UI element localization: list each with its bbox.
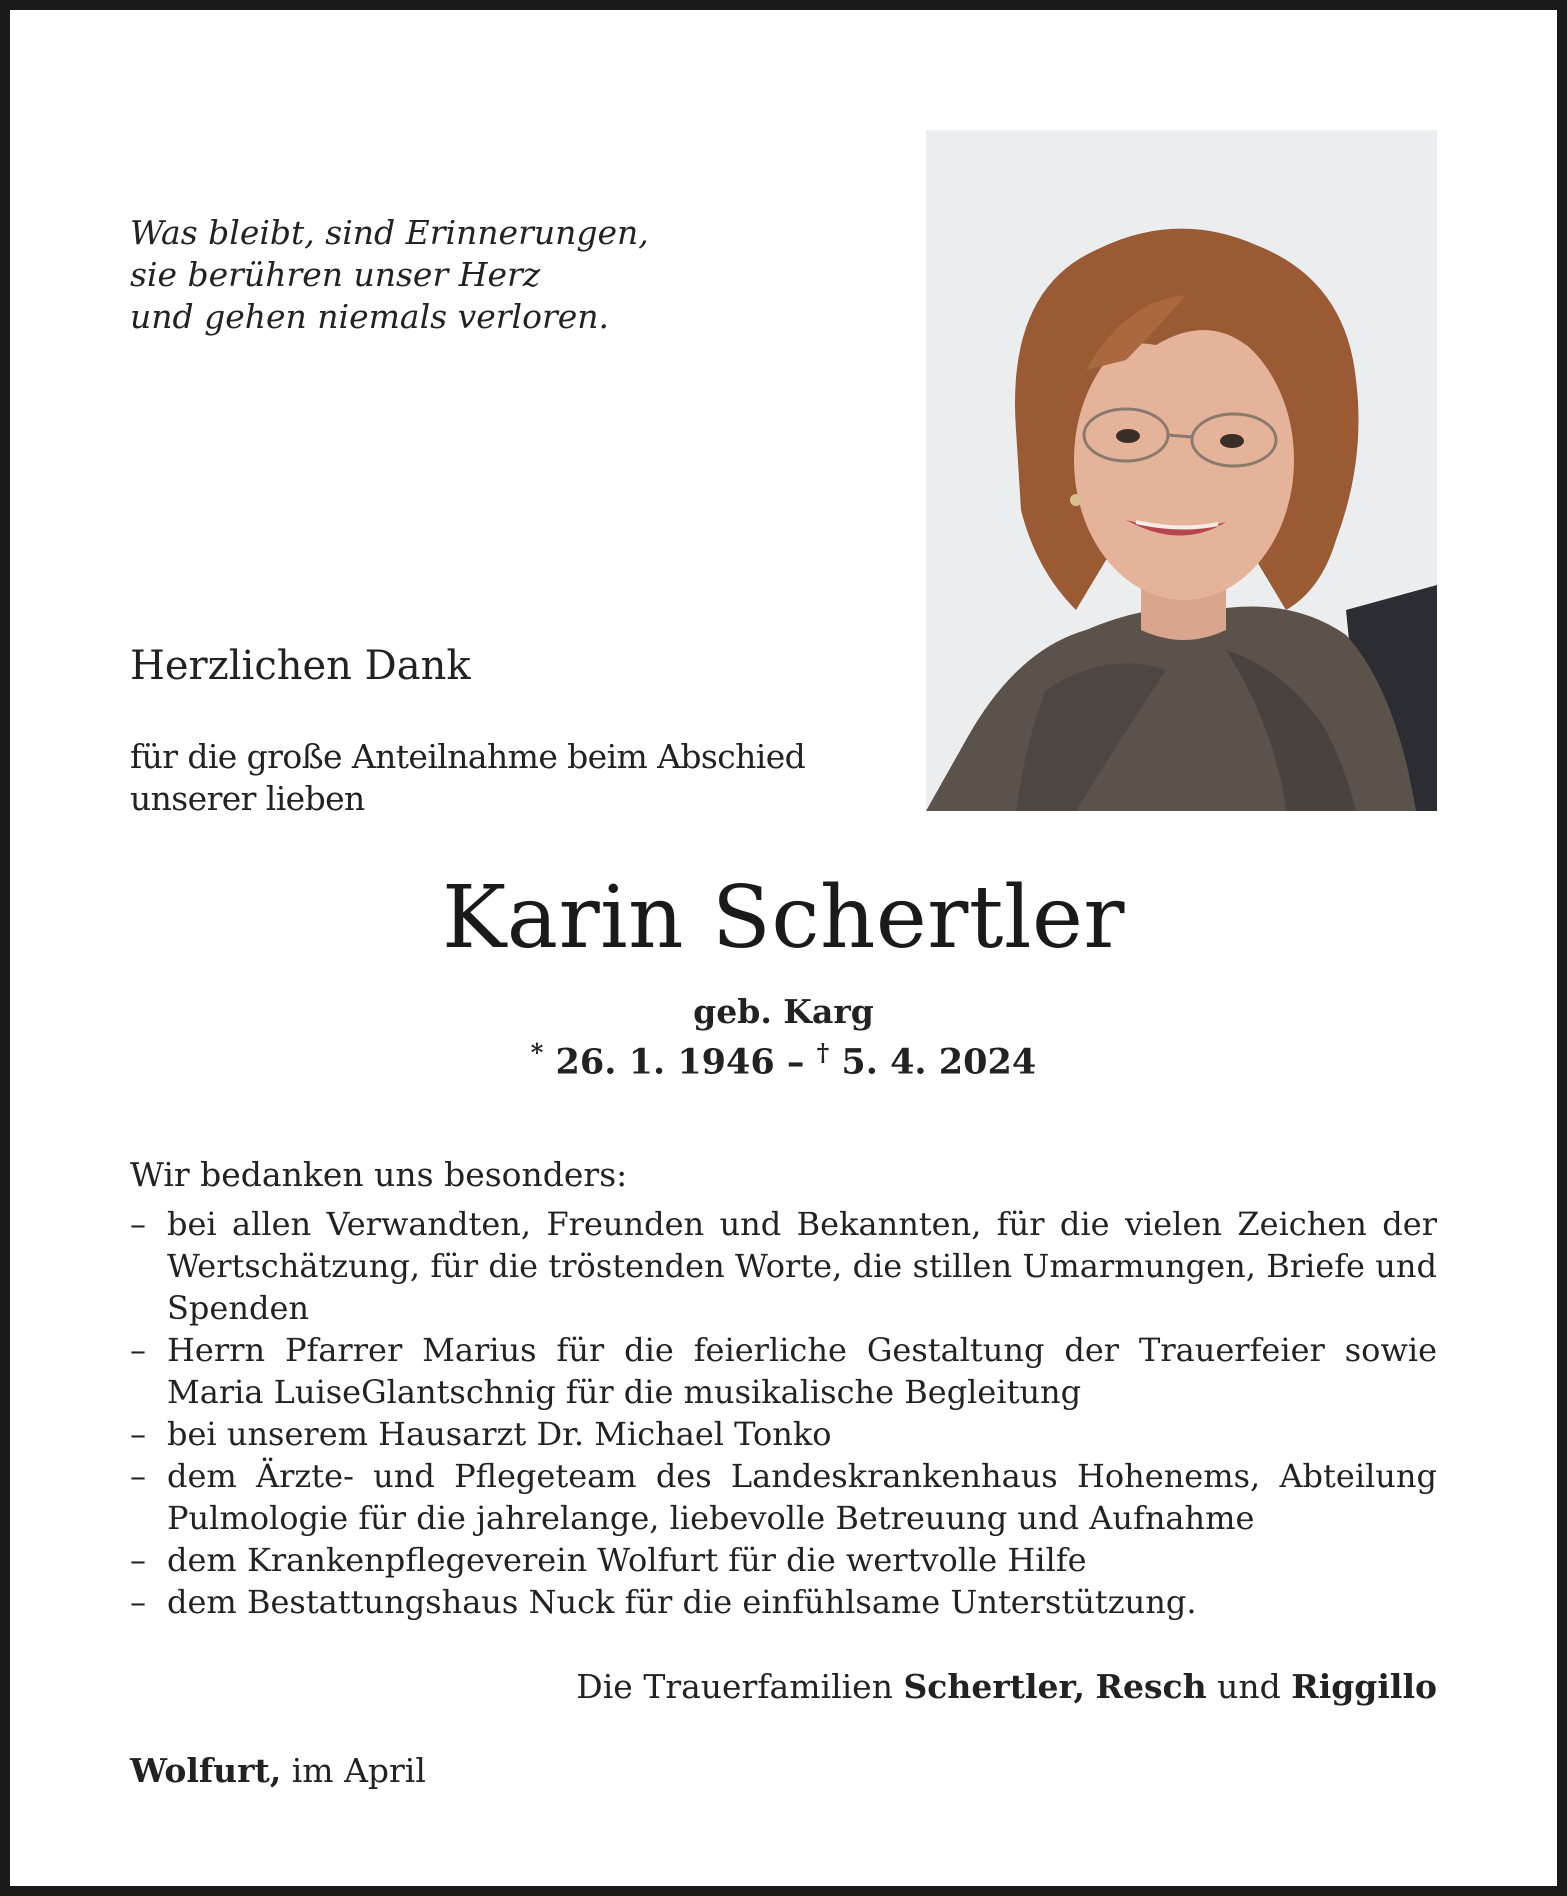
dash-icon: –	[130, 1205, 146, 1243]
family-name: Resch	[1095, 1667, 1207, 1706]
list-item-text: bei allen Verwandten, Freunden und Bekannten, für die vielen Zeichen der Wertschätzung, für die tröstenden Worte, die stillen Umarmungen, Briefe und Spenden	[167, 1205, 1437, 1327]
death-cross-icon: †	[816, 1038, 830, 1067]
dash-icon: –	[130, 1583, 146, 1621]
place-and-date	[130, 1751, 426, 1790]
dash-icon: –	[130, 1541, 146, 1579]
birth-date: 26. 1. 1946	[555, 1041, 775, 1083]
list-item	[130, 1329, 1437, 1413]
thanks-list	[130, 1203, 1437, 1623]
death-date: 5. 4. 2024	[841, 1041, 1037, 1083]
quote-line: Was bleibt, sind Erinnerungen,	[130, 213, 649, 252]
list-item-text: dem Bestattungshaus Nuck für die einfühlsame Unterstützung.	[167, 1583, 1197, 1621]
portrait-icon	[926, 130, 1437, 811]
place-town: Wolfurt,	[130, 1751, 282, 1790]
quote-line: und gehen niemals verloren.	[130, 297, 609, 336]
life-dates	[0, 1038, 1567, 1083]
portrait-photo	[926, 130, 1437, 811]
list-item	[130, 1413, 1437, 1455]
dash-icon: –	[130, 1415, 146, 1453]
list-item	[130, 1581, 1437, 1623]
birth-star-icon: *	[530, 1038, 544, 1067]
list-item-text: dem Krankenpflegeverein Wolfurt für die wertvolle Hilfe	[167, 1541, 1087, 1579]
deceased-name: Karin Schertler	[442, 868, 1125, 968]
special-thanks-intro: Wir bedanken uns besonders:	[130, 1155, 628, 1194]
list-item-text: dem Ärzte- und Pflegeteam des Landeskrankenhaus Hohenems, Abteilung Pulmologie für die jahrelange, liebevolle Betreuung und Aufnahme	[167, 1457, 1437, 1537]
place-time: im April	[291, 1751, 426, 1790]
memorial-quote	[130, 212, 649, 338]
date-separator: –	[786, 1041, 805, 1083]
maiden-name: geb. Karg	[693, 992, 874, 1031]
list-item	[130, 1539, 1437, 1581]
thanks-text	[130, 736, 805, 820]
list-item-text: Herrn Pfarrer Marius für die feierliche Gestaltung der Trauerfeier sowie Maria LuiseGlantschnig für die musikalische Begleitung	[167, 1331, 1437, 1411]
quote-line: sie berühren unser Herz	[130, 255, 541, 294]
dash-icon: –	[130, 1457, 146, 1495]
signature-prefix: Die Trauerfamilien	[576, 1667, 893, 1706]
thanks-heading: Herzlichen Dank	[130, 643, 471, 689]
list-item-text: bei unserem Hausarzt Dr. Michael Tonko	[167, 1415, 832, 1453]
thanks-line: für die große Anteilnahme beim Abschied	[130, 737, 806, 776]
family-signature	[576, 1667, 1437, 1706]
list-item	[130, 1455, 1437, 1539]
list-item	[130, 1203, 1437, 1329]
family-name: Riggillo	[1291, 1667, 1437, 1706]
signature-conjunction: und	[1217, 1667, 1281, 1706]
family-name: Schertler,	[903, 1667, 1086, 1706]
thanks-line: unserer lieben	[130, 779, 365, 818]
dash-icon: –	[130, 1331, 146, 1369]
